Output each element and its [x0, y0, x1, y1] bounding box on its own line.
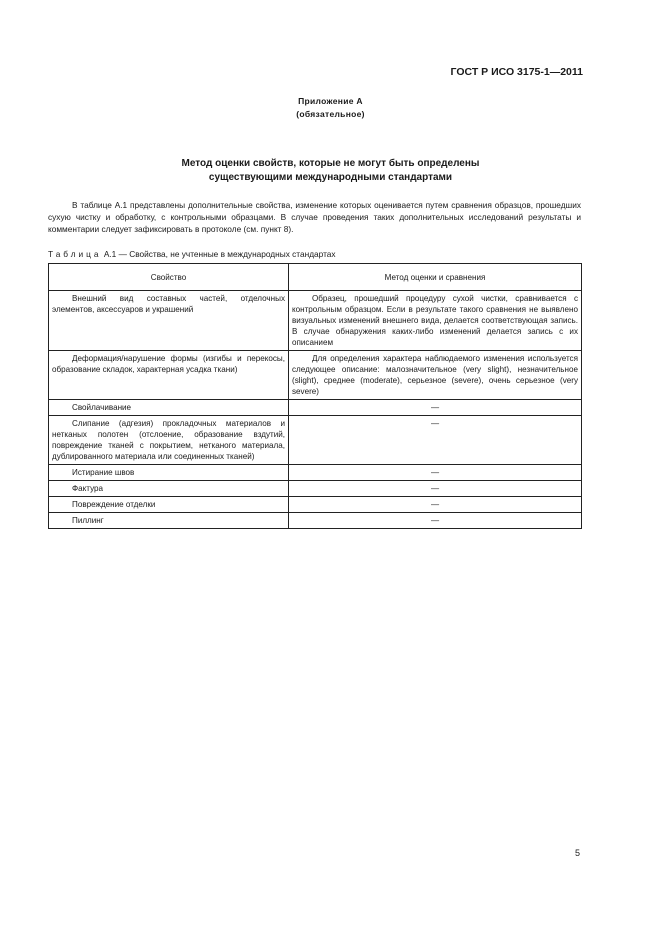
table-row: [49, 351, 582, 400]
method-cell: —: [289, 400, 582, 416]
document-standard-id: ГОСТ Р ИСО 3175-1—2011: [450, 66, 583, 78]
method-cell: —: [289, 481, 582, 497]
property-cell: Фактура: [49, 481, 289, 497]
property-cell: Пиллинг: [49, 513, 289, 529]
page-number: 5: [574, 848, 580, 858]
property-cell: Истирание швов: [49, 465, 289, 481]
method-cell: —: [289, 497, 582, 513]
properties-table: [48, 263, 582, 529]
property-cell: Слипание (адгезия) прокладочных материалов и нетканых полотен (отслоение, образование вздутий, повреждение тканей с покрытием, нетканого материала, дублированного материала или соединенных тканей): [49, 416, 289, 465]
appendix-heading: [0, 95, 661, 121]
property-cell: Повреждение отделки: [49, 497, 289, 513]
appendix-status: (обязательное): [296, 109, 365, 119]
table-caption-prefix: Таблица: [48, 249, 102, 259]
method-cell: Для определения характера наблюдаемого изменения используется следующее описание: малозначительное (very slight), незначительное (slight), среднее (moderate), серьезное (severe), очень серьезное (very severe): [289, 351, 582, 400]
property-cell: Свойлачивание: [49, 400, 289, 416]
method-cell: —: [289, 513, 582, 529]
table-row: [49, 481, 582, 497]
method-cell: —: [289, 465, 582, 481]
method-cell: —: [289, 416, 582, 465]
title-line-2: существующими международными стандартами: [208, 172, 453, 183]
property-cell: Внешний вид составных частей, отделочных элементов, аксессуаров и украшений: [49, 291, 289, 351]
table-row: [49, 400, 582, 416]
appendix-label: Приложение А: [298, 96, 363, 106]
table-row: [49, 465, 582, 481]
table-row: [49, 513, 582, 529]
table-row: [49, 291, 582, 351]
table-header-row: [49, 264, 582, 291]
method-cell: Образец, прошедший процедуру сухой чистки, сравнивается с контрольным образцом. Если в результате такого сравнения не выявлено визуальных изменений внешнего вида, делается соответствующая запись. В случае обнаружения каких-либо изменений делается запись с их описанием: [289, 291, 582, 351]
table-row: [49, 416, 582, 465]
title-line-1: Метод оценки свойств, которые не могут быть определены: [181, 158, 480, 169]
intro-paragraph: В таблице А.1 представлены дополнительные свойства, изменение которых оценивается путем сравнения образцов, прошедших сухую чистку и обработку, с контрольными образцами. В случае проведения таких дополнительных исследований результаты и комментарии следует зафиксировать в протоколе (см. пункт 8).: [48, 200, 581, 234]
table-caption: [48, 249, 336, 259]
page-title: [0, 157, 661, 185]
property-cell: Деформация/нарушение формы (изгибы и перекосы, образование складок, характерная усадка ткани): [49, 351, 289, 400]
column-header-property: Свойство: [49, 264, 289, 291]
column-header-method: Метод оценки и сравнения: [289, 264, 582, 291]
table-row: [49, 497, 582, 513]
table-caption-text: А.1 — Свойства, не учтенные в международных стандартах: [103, 249, 336, 259]
